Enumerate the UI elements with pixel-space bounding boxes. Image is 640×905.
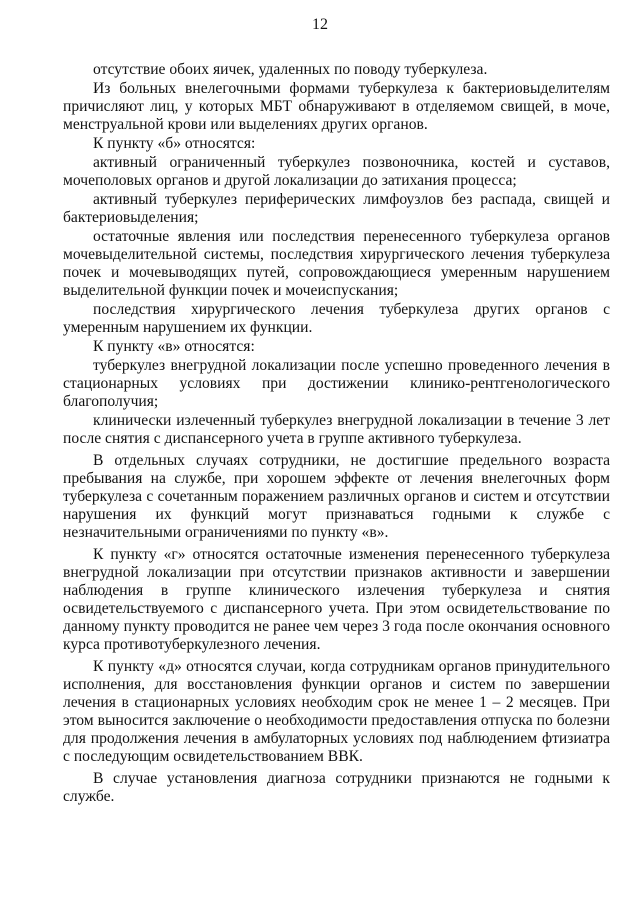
paragraph: К пункту «б» относятся: — [93, 135, 256, 152]
document-body — [63, 61, 610, 807]
paragraph: остаточные явления или последствия перенесенного туберкулеза органов мочевыделительной системы, последствия хирургического лечения туберкулеза почек и мочевыводящих путей, сопровождающиеся умеренным нарушением выделительной функции почек и мочеиспускания; — [63, 228, 610, 299]
paragraph: отсутствие обоих яичек, удаленных по поводу туберкулеза. — [93, 61, 488, 78]
paragraph: активный туберкулез периферических лимфоузлов без распада, свищей и бактериовыделения; — [63, 191, 610, 226]
paragraph: последствия хирургического лечения туберкулеза других органов с умеренным нарушением их функции. — [63, 301, 610, 336]
paragraph: К пункту «в» относятся: — [93, 338, 255, 355]
page-number: 12 — [312, 16, 328, 33]
paragraph: В отдельных случаях сотрудники, не достигшие предельного возраста пребывания на службе, при хорошем эффекте от лечения внелегочных форм туберкулеза с сочетанным поражением различных органов и систем и отсутствии нарушения их функций могут признаваться годными к службе с незначительными ограничениями по пункту «в». — [63, 452, 610, 541]
paragraph: К пункту «г» относятся остаточные изменения перенесенного туберкулеза внегрудной локализации при отсутствии признаков активности и завершении наблюдения в группе клинического излечения туберкулеза и снятия освидетельствуемого с диспансерного учета. При этом освидетельствование по данному пункту проводится не ранее чем через 3 года после окончания основного курса противотуберкулезного лечения. — [63, 546, 610, 653]
paragraph: активный ограниченный туберкулез позвоночника, костей и суставов, мочеполовых органов и другой локализации до затихания процесса; — [63, 154, 610, 189]
paragraph: туберкулез внегрудной локализации после успешно проведенного лечения в стационарных условиях при достижении клинико-рентгенологического благополучия; — [63, 357, 610, 410]
paragraph: В случае установления диагноза сотрудники признаются не годными к службе. — [63, 770, 610, 805]
paragraph: Из больных внелегочными формами туберкулеза к бактериовыделителям причисляют лиц, у которых МБТ обнаруживают в отделяемом свищей, в моче, менструальной крови или выделениях других органов. — [63, 80, 610, 133]
paragraph: К пункту «д» относятся случаи, когда сотрудникам органов принудительного исполнения, для восстановления функции органов и систем по завершении лечения в стационарных условиях необходим срок не менее 1 – 2 месяцев. При этом выносится заключение о необходимости предоставления отпуска по болезни для продолжения лечения в амбулаторных условиях под наблюдением фтизиатра с последующим освидетельствованием ВВК. — [63, 658, 610, 765]
paragraph: клинически излеченный туберкулез внегрудной локализации в течение 3 лет после снятия с диспансерного учета в группе активного туберкулеза. — [63, 412, 610, 447]
